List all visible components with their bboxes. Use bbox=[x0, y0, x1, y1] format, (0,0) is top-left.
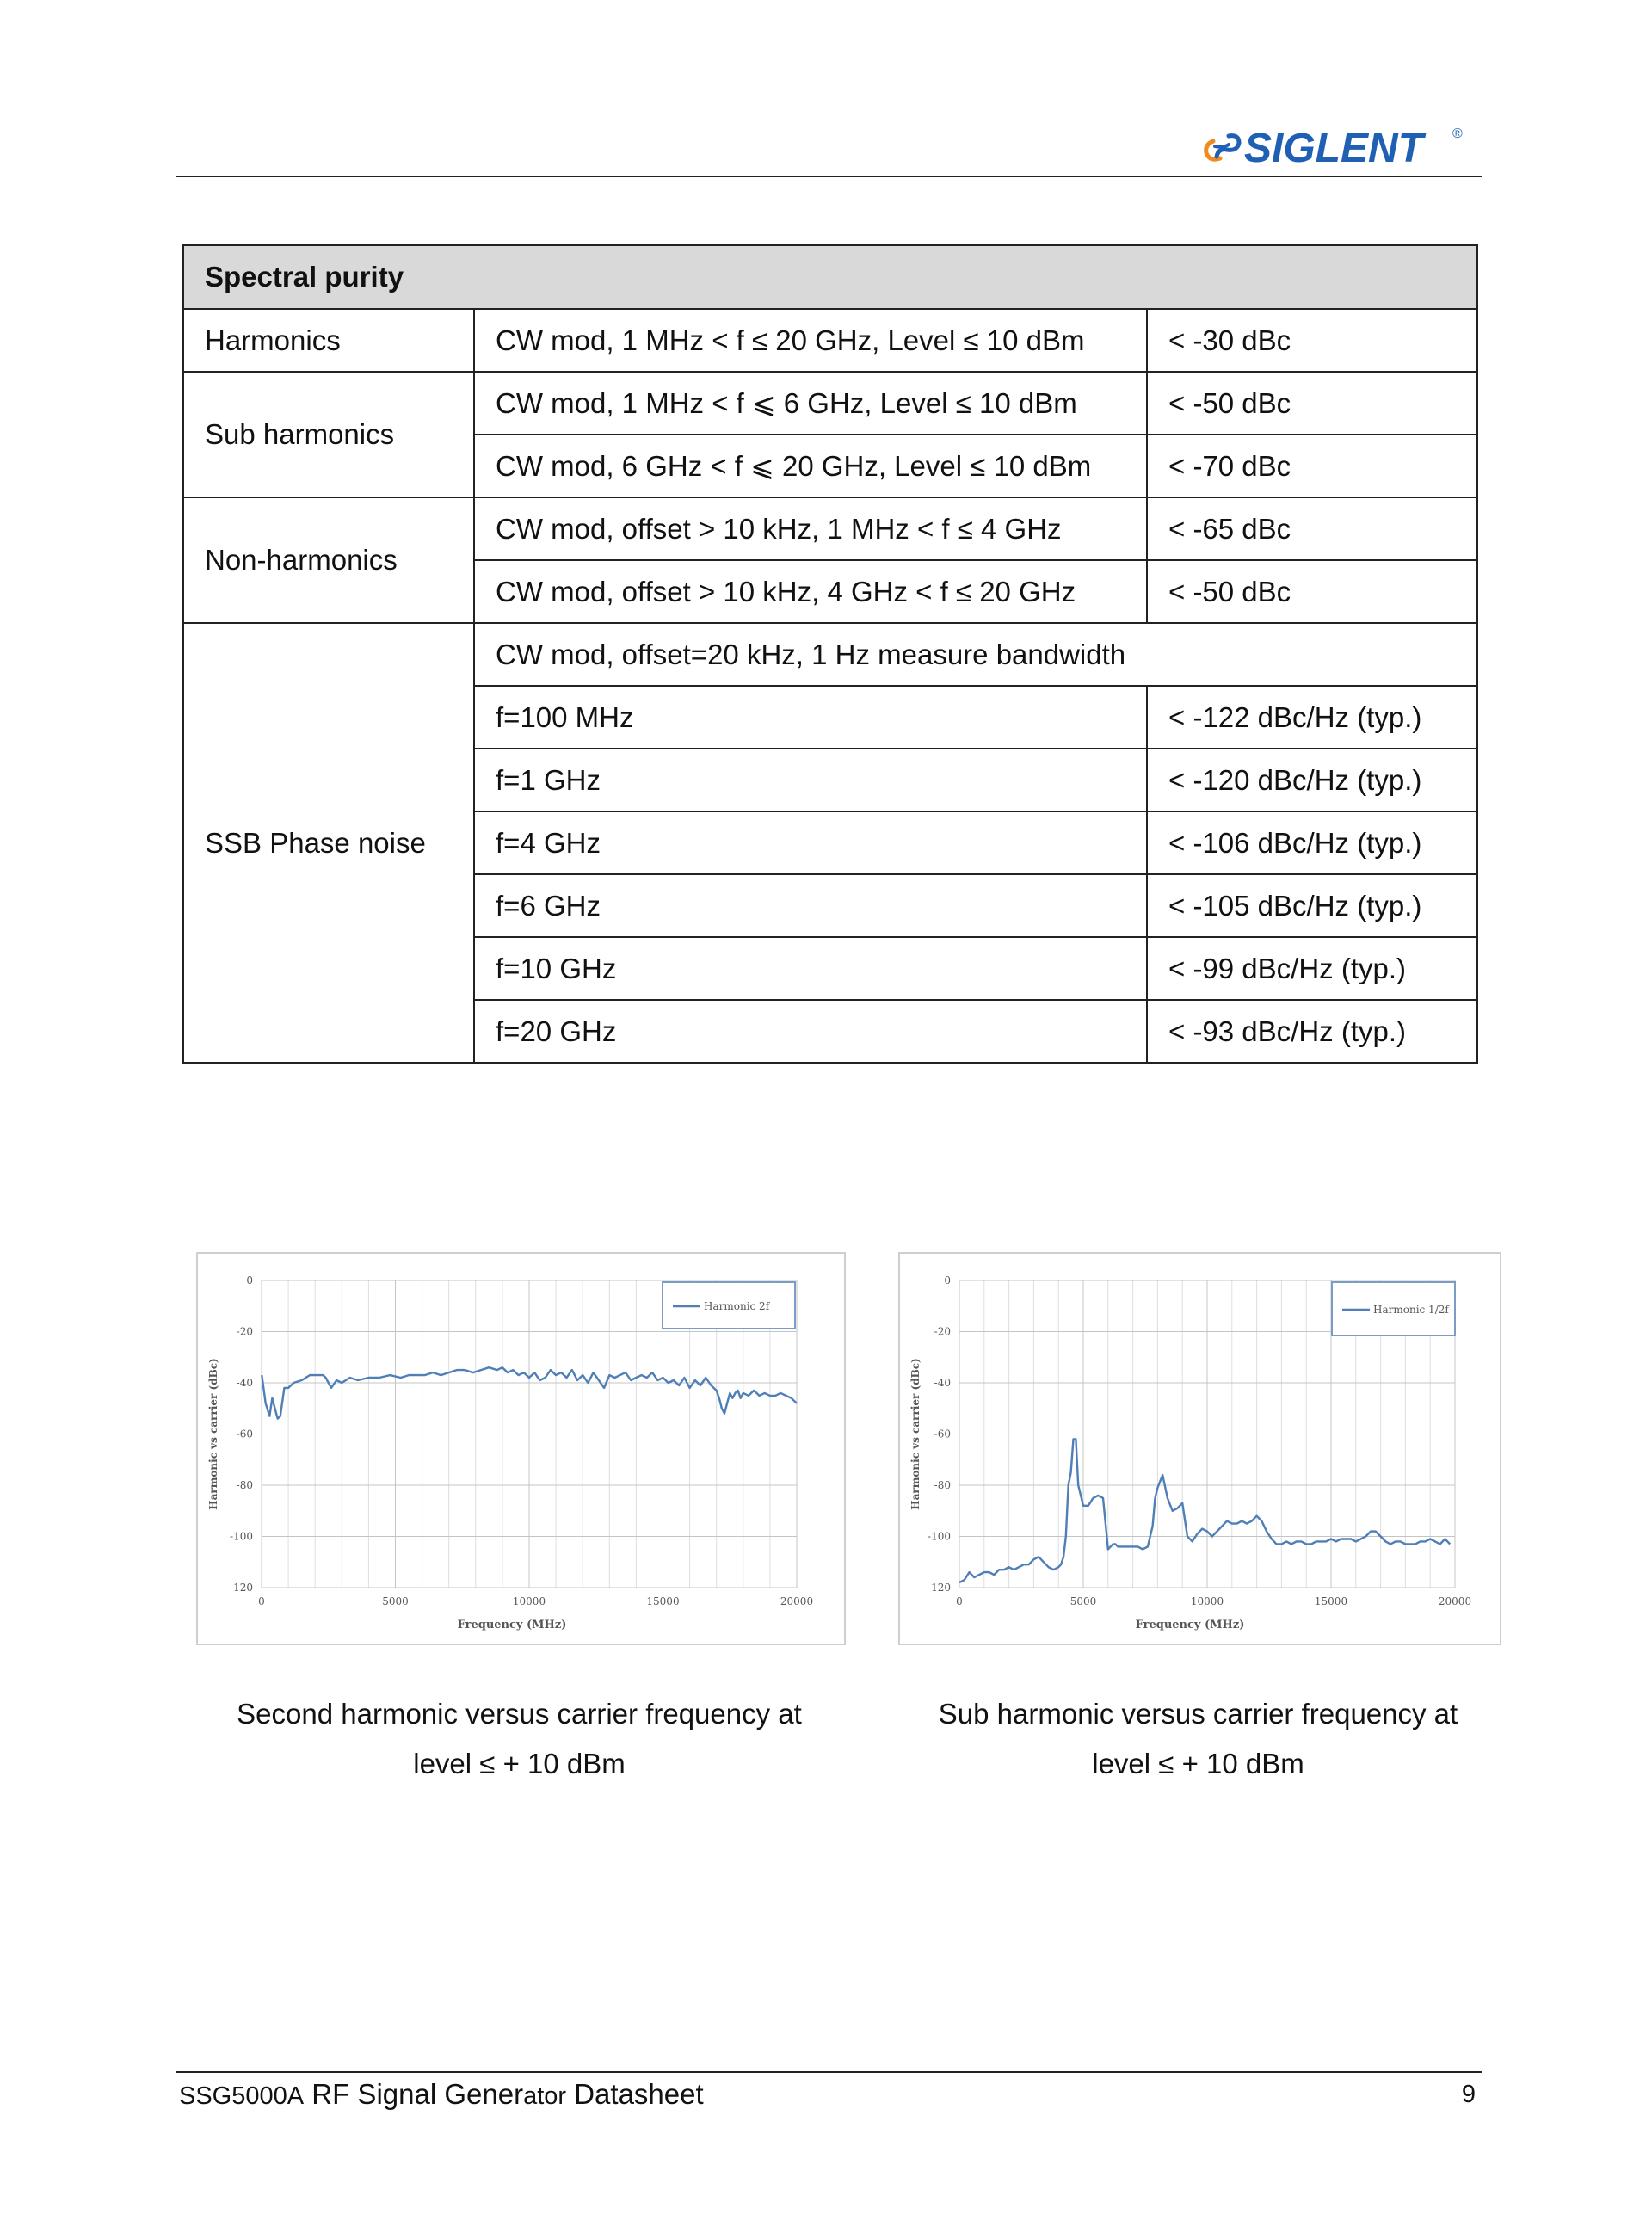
y-tick-label: -20 bbox=[236, 1325, 253, 1338]
footer-title bbox=[179, 2076, 704, 2115]
sub-harmonics-value-1: < -50 dBc bbox=[1147, 372, 1477, 435]
y-tick-label: -60 bbox=[934, 1428, 951, 1440]
y-tick-label: 0 bbox=[246, 1274, 253, 1286]
siglent-logo bbox=[1194, 119, 1470, 172]
registered-mark: ® bbox=[1452, 126, 1463, 141]
x-tick-label: 0 bbox=[956, 1595, 963, 1607]
ssb-phase-noise-label: SSB Phase noise bbox=[183, 623, 474, 1063]
non-harmonics-condition-2: CW mod, offset > 10 kHz, 4 GHz < f ≤ 20 GHz bbox=[474, 560, 1147, 623]
caption-line: Sub harmonic versus carrier frequency at bbox=[938, 1698, 1458, 1730]
x-tick-label: 15000 bbox=[646, 1595, 680, 1607]
y-tick-label: -40 bbox=[236, 1377, 253, 1389]
legend-label: Harmonic 1/2f bbox=[1373, 1304, 1449, 1316]
non-harmonics-label: Non-harmonics bbox=[183, 497, 474, 623]
x-axis-label: Frequency (MHz) bbox=[457, 1619, 567, 1631]
x-axis-label: Frequency (MHz) bbox=[1135, 1619, 1245, 1631]
ssb-value: < -120 dBc/Hz (typ.) bbox=[1147, 749, 1477, 811]
non-harmonics-condition-1: CW mod, offset > 10 kHz, 1 MHz < f ≤ 4 GHz bbox=[474, 497, 1147, 560]
table-row bbox=[183, 372, 1477, 435]
ssb-freq: f=20 GHz bbox=[474, 1000, 1147, 1063]
siglent-wave-icon bbox=[1206, 136, 1239, 159]
x-tick-label: 10000 bbox=[1190, 1595, 1224, 1607]
table-row bbox=[183, 309, 1477, 372]
y-tick-label: -100 bbox=[928, 1530, 951, 1543]
y-tick-label: -20 bbox=[934, 1325, 951, 1338]
footer-model: SSG5000A bbox=[179, 2082, 305, 2110]
non-harmonics-value-1: < -65 dBc bbox=[1147, 497, 1477, 560]
x-tick-label: 5000 bbox=[382, 1595, 409, 1607]
ssb-value: < -93 dBc/Hz (typ.) bbox=[1147, 1000, 1477, 1063]
x-tick-label: 15000 bbox=[1314, 1595, 1348, 1607]
ssb-value: < -99 dBc/Hz (typ.) bbox=[1147, 937, 1477, 1000]
harmonics-label: Harmonics bbox=[183, 309, 474, 372]
table-header-row bbox=[183, 245, 1477, 309]
caption-line: level ≤ + 10 dBm bbox=[413, 1748, 626, 1779]
table-row bbox=[183, 497, 1477, 560]
x-tick-label: 20000 bbox=[780, 1595, 814, 1607]
chart2-caption bbox=[898, 1689, 1498, 1789]
y-tick-label: -120 bbox=[928, 1582, 951, 1594]
ssb-value: < -122 dBc/Hz (typ.) bbox=[1147, 686, 1477, 749]
sub-harmonic-chart bbox=[898, 1252, 1501, 1645]
series-line bbox=[959, 1439, 1450, 1582]
ssb-freq: f=6 GHz bbox=[474, 874, 1147, 937]
sub-harmonics-condition-2: CW mod, 6 GHz < f ⩽ 20 GHz, Level ≤ 10 dBm bbox=[474, 435, 1147, 497]
y-axis-label: Harmonic vs carrier (dBc) bbox=[909, 1358, 922, 1510]
ssb-freq: f=10 GHz bbox=[474, 937, 1147, 1000]
y-axis-label: Harmonic vs carrier (dBc) bbox=[207, 1358, 219, 1510]
caption-line: level ≤ + 10 dBm bbox=[1092, 1748, 1304, 1779]
chart1-caption bbox=[196, 1689, 842, 1789]
y-tick-label: -120 bbox=[230, 1582, 253, 1594]
x-tick-label: 20000 bbox=[1438, 1595, 1472, 1607]
ssb-value: < -105 dBc/Hz (typ.) bbox=[1147, 874, 1477, 937]
footer-text: RF Signal Gener bbox=[304, 2078, 524, 2110]
table-row bbox=[183, 623, 1477, 686]
sub-harmonics-value-2: < -70 dBc bbox=[1147, 435, 1477, 497]
header-rule bbox=[176, 176, 1482, 177]
non-harmonics-value-2: < -50 dBc bbox=[1147, 560, 1477, 623]
caption-line: Second harmonic versus carrier frequency at bbox=[237, 1698, 802, 1730]
second-harmonic-chart bbox=[196, 1252, 846, 1645]
harmonics-value: < -30 dBc bbox=[1147, 309, 1477, 372]
ssb-freq: f=4 GHz bbox=[474, 811, 1147, 874]
x-tick-label: 5000 bbox=[1069, 1595, 1097, 1607]
y-tick-label: -80 bbox=[236, 1479, 253, 1491]
ssb-phase-noise-condition: CW mod, offset=20 kHz, 1 Hz measure bandwidth bbox=[474, 623, 1477, 686]
y-tick-label: -100 bbox=[230, 1530, 253, 1543]
sub-harmonics-condition-1: CW mod, 1 MHz < f ⩽ 6 GHz, Level ≤ 10 dBm bbox=[474, 372, 1147, 435]
spectral-purity-table bbox=[182, 244, 1478, 1064]
chart-svg bbox=[900, 1254, 1500, 1644]
harmonics-condition: CW mod, 1 MHz < f ≤ 20 GHz, Level ≤ 10 dBm bbox=[474, 309, 1147, 372]
legend-label: Harmonic 2f bbox=[704, 1300, 770, 1312]
footer-rule bbox=[176, 2071, 1482, 2073]
sub-harmonics-label: Sub harmonics bbox=[183, 372, 474, 497]
page-number: 9 bbox=[1461, 2081, 1476, 2108]
ssb-freq: f=1 GHz bbox=[474, 749, 1147, 811]
y-tick-label: -80 bbox=[934, 1479, 951, 1491]
logo-wordmark: SIGLENT bbox=[1244, 126, 1424, 171]
x-tick-label: 0 bbox=[258, 1595, 265, 1607]
ssb-value: < -106 dBc/Hz (typ.) bbox=[1147, 811, 1477, 874]
x-tick-label: 10000 bbox=[512, 1595, 546, 1607]
ssb-freq: f=100 MHz bbox=[474, 686, 1147, 749]
footer-text: Datasheet bbox=[566, 2078, 704, 2110]
footer-text: ator bbox=[523, 2082, 567, 2110]
y-tick-label: -40 bbox=[934, 1377, 951, 1389]
y-tick-label: 0 bbox=[944, 1274, 951, 1286]
chart-svg bbox=[198, 1254, 844, 1644]
y-tick-label: -60 bbox=[236, 1428, 253, 1440]
table-title: Spectral purity bbox=[183, 245, 1477, 309]
